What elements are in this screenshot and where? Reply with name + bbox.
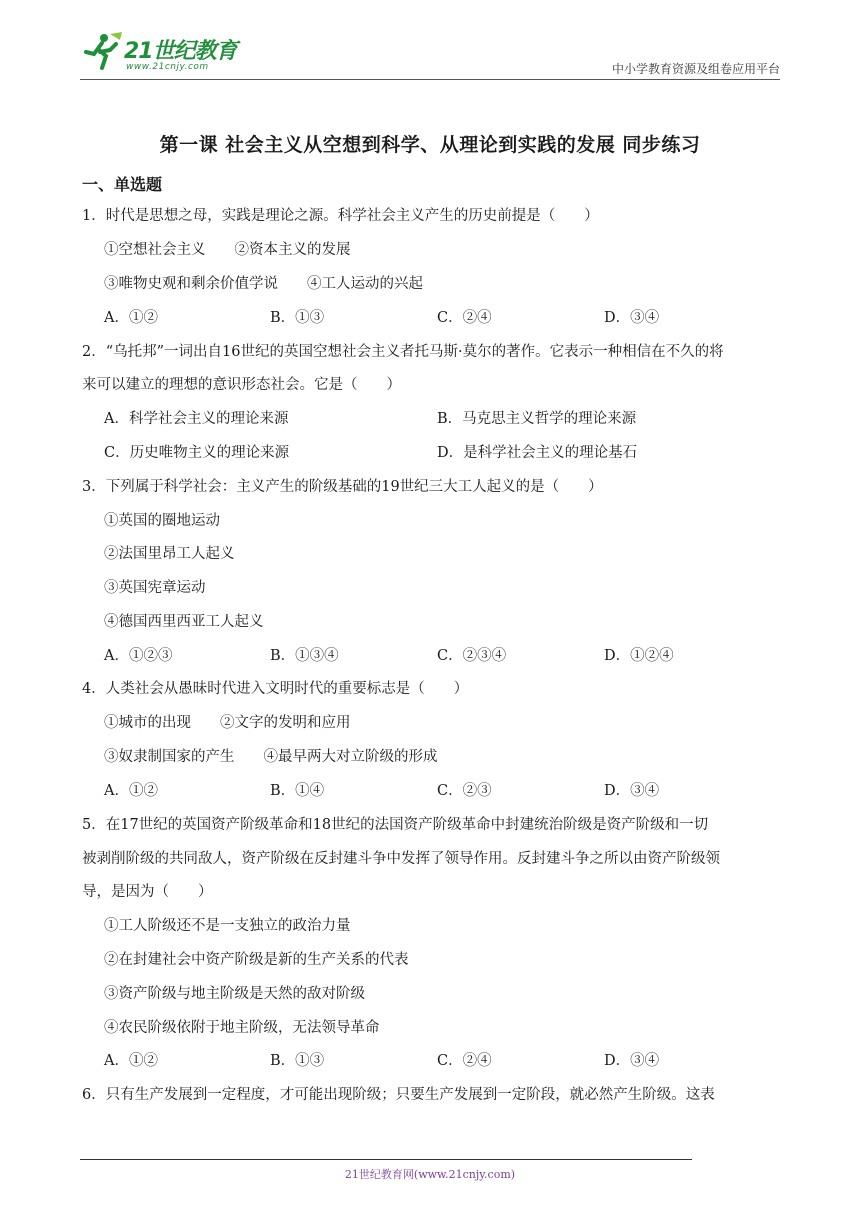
question-1-option-a[interactable]: A．①② <box>104 310 158 326</box>
question-3-option-c[interactable]: C．②③④ <box>437 648 507 664</box>
footer-divider <box>80 1159 692 1160</box>
page-footer[interactable]: 21世纪教育网(www.21cnjy.com) <box>344 1168 516 1181</box>
question-2-option-c[interactable]: C．历史唯物主义的理论来源 <box>104 445 290 461</box>
logo-text: 21世纪教育 <box>124 39 237 64</box>
question-5-stem: 被剥削阶级的共同敌人，资产阶级在反封建斗争中发挥了领导作用。反封建斗争之所以由资产阶级领 <box>82 851 720 867</box>
question-2-stem: 2．“乌托邦”一词出自16世纪的英国空想社会主义者托马斯·莫尔的著作。它表示一种相信在不久的将 <box>82 344 724 360</box>
section-heading: 一、单选题 <box>82 175 163 194</box>
question-5-option-d[interactable]: D．③④ <box>604 1053 660 1069</box>
question-4-option-a[interactable]: A．①② <box>104 783 158 799</box>
question-5-option-b[interactable]: B．①③ <box>270 1053 325 1069</box>
question-5-stem: 5．在17世纪的英国资产阶级革命和18世纪的法国资产阶级革命中封建统治阶级是资产阶级和一切 <box>82 817 709 833</box>
question-3-option-d[interactable]: D．①②④ <box>604 648 674 664</box>
question-5-item: ④农民阶级依附于地主阶级，无法领导革命 <box>104 1020 380 1036</box>
question-3-item: ③英国宪章运动 <box>104 580 206 596</box>
question-2-option-d[interactable]: D．是科学社会主义的理论基石 <box>437 445 638 461</box>
question-3-stem: 3．下列属于科学社会：主义产生的阶级基础的19世纪三大工人起义的是（ ） <box>82 479 603 495</box>
question-5-item: ③资产阶级与地主阶级是天然的敌对阶级 <box>104 986 365 1002</box>
question-3-item: ①英国的圈地运动 <box>104 513 220 529</box>
question-3-item: ②法国里昂工人起义 <box>104 546 235 562</box>
logo <box>80 28 240 78</box>
question-1-stem: 1．时代是思想之母，实践是理论之源。科学社会主义产生的历史前提是（ ） <box>82 208 599 224</box>
question-6-stem: 6．只有生产发展到一定程度，才可能出现阶级；只要生产发展到一定阶段，就必然产生阶级。这表 <box>82 1087 715 1103</box>
question-3-option-b[interactable]: B．①③④ <box>270 648 339 664</box>
question-2-option-a[interactable]: A．科学社会主义的理论来源 <box>104 411 289 427</box>
question-5-item: ①工人阶级还不是一支独立的政治力量 <box>104 918 351 934</box>
logo-subtext: www.21cnjy.com <box>126 62 209 72</box>
question-1-option-d[interactable]: D．③④ <box>604 310 660 326</box>
question-4-item: ③奴隶制国家的产生 ④最早两大对立阶级的形成 <box>104 749 438 765</box>
question-5-stem: 导，是因为（ ） <box>82 884 213 900</box>
question-5-option-a[interactable]: A．①② <box>104 1053 158 1069</box>
question-4-item: ①城市的出现 ②文字的发明和应用 <box>104 715 351 731</box>
question-4-stem: 4．人类社会从愚昧时代进入文明时代的重要标志是（ ） <box>82 681 469 697</box>
question-1-option-c[interactable]: C．②④ <box>437 310 492 326</box>
question-3-item: ④德国西里西亚工人起义 <box>104 614 264 630</box>
question-2-option-b[interactable]: B．马克思主义哲学的理论来源 <box>437 411 637 427</box>
question-1-item: ③唯物史观和剩余价值学说 ④工人运动的兴起 <box>104 276 423 292</box>
question-3-option-a[interactable]: A．①②③ <box>104 648 173 664</box>
question-1-option-b[interactable]: B．①③ <box>270 310 325 326</box>
question-4-option-d[interactable]: D．③④ <box>604 783 660 799</box>
question-5-item: ②在封建社会中资产阶级是新的生产关系的代表 <box>104 952 409 968</box>
page-header <box>80 28 780 82</box>
question-4-option-b[interactable]: B．①④ <box>270 783 325 799</box>
platform-name: 中小学教育资源及组卷应用平台 <box>611 62 780 76</box>
question-2-stem: 来可以建立的理想的意识形态社会。它是（ ） <box>82 377 401 393</box>
question-5-option-c[interactable]: C．②④ <box>437 1053 492 1069</box>
question-4-option-c[interactable]: C．②③ <box>437 783 492 799</box>
header-divider <box>80 79 780 80</box>
page-title: 第一课 社会主义从空想到科学、从理论到实践的发展 同步练习 <box>159 134 701 156</box>
runner-logo-icon <box>80 30 124 74</box>
question-1-item: ①空想社会主义 ②资本主义的发展 <box>104 242 351 258</box>
